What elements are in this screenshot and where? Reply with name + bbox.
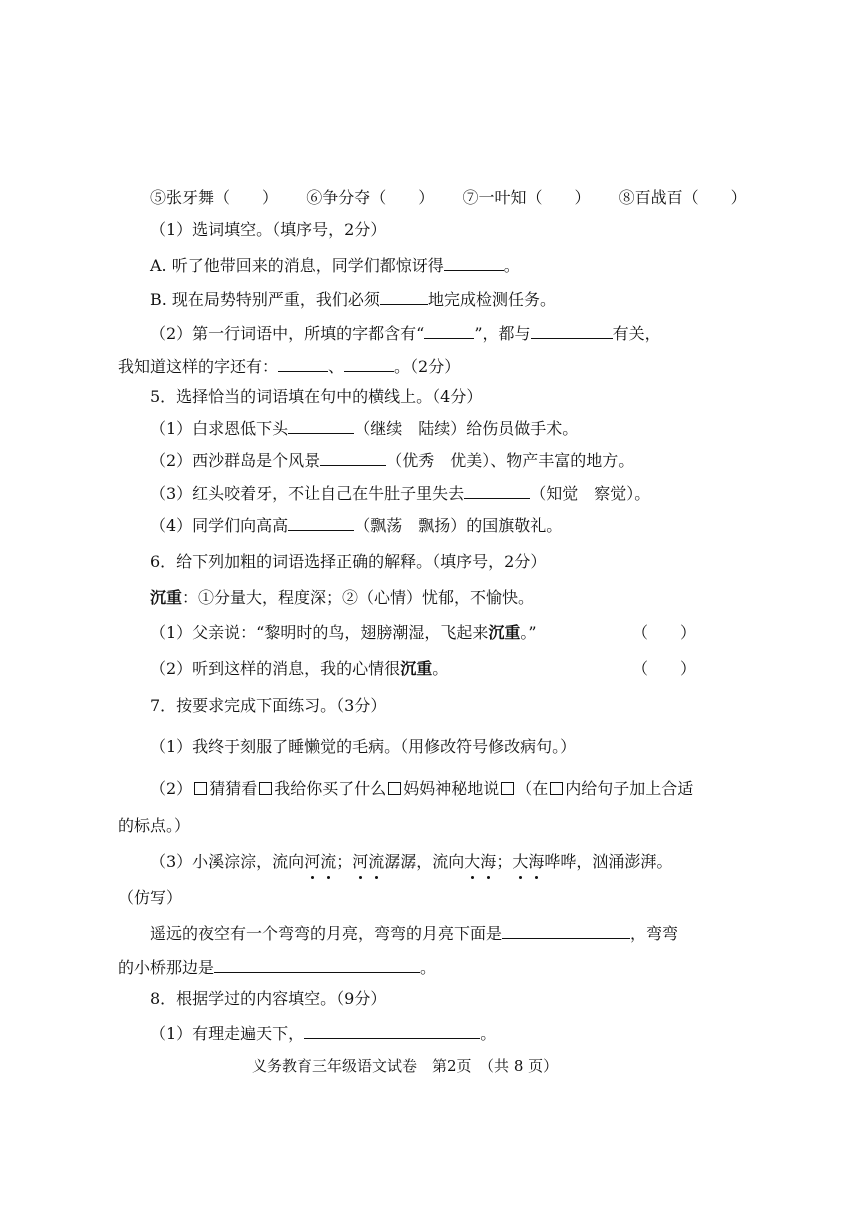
punct: 。 <box>420 958 437 977</box>
answer-blank[interactable] <box>531 322 613 339</box>
dotted-char: 大 <box>512 852 529 871</box>
dotted-char: 流 <box>320 852 337 871</box>
q7-text: 内给句子加上合适 <box>565 779 694 798</box>
q7-text: ，弯弯 <box>630 924 679 943</box>
dotted-char: 海 <box>480 852 497 871</box>
answer-blank[interactable] <box>344 355 394 372</box>
answer-paren-7[interactable]: （ ） <box>526 188 591 207</box>
page-footer: 义务教育三年级语文试卷 第2页 （共 8 页） <box>252 1057 559 1075</box>
punct: 、 <box>328 357 345 376</box>
q6-sentence-text: （2）听到这样的消息，我的心情很 <box>150 659 401 678</box>
q7-text: 妈妈神秘地说 <box>403 779 500 798</box>
idiom-8: ⑧百战百 <box>618 188 683 207</box>
q4-sub2-text: 有关， <box>612 324 661 343</box>
q7-sentence-3 <box>150 851 672 873</box>
answer-paren-6[interactable]: （ ） <box>370 188 435 207</box>
q5-item-text: （3）红头咬着牙，不让自己在牛肚子里失去 <box>150 484 465 503</box>
dotted-char: 流 <box>368 852 385 871</box>
dotted-char: 海 <box>528 852 545 871</box>
q7-sentence-3-line2: （仿写） <box>118 888 183 907</box>
q6-bold-word: 沉重 <box>488 623 521 642</box>
q4-sub2-text: 我知道这样的字还有： <box>118 357 279 376</box>
q7-text: 哗哗，汹涌澎湃。 <box>544 852 673 871</box>
q7-text: 潺潺，流向 <box>384 852 465 871</box>
answer-paren-5[interactable]: （ ） <box>214 188 279 207</box>
punct-box[interactable] <box>501 782 514 795</box>
q7-fill-line1 <box>150 922 678 945</box>
q8-title: 8．根据学过的内容填空。（9分） <box>150 989 387 1008</box>
q4-sub2-line1 <box>150 322 661 345</box>
answer-blank[interactable] <box>288 417 354 434</box>
answer-blank[interactable] <box>214 956 420 973</box>
q5-item-text: （飘荡 飘扬）的国旗敬礼。 <box>354 516 563 535</box>
q5-item-text: （2）西沙群岛是个风景 <box>150 451 321 470</box>
q6-sentence-1 <box>150 622 537 644</box>
punct-box[interactable] <box>388 782 401 795</box>
q5-item-text: （继续 陆续）给伤员做手术。 <box>354 419 579 438</box>
answer-blank[interactable] <box>288 514 354 531</box>
q8-sentence-1 <box>150 1022 496 1045</box>
q7-text: （在 <box>516 779 549 798</box>
q4-option-b-end: 地完成检测任务。 <box>427 290 556 309</box>
q6-sentence-2 <box>150 658 448 680</box>
answer-blank[interactable] <box>424 322 474 339</box>
q7-text: 猜猜看 <box>209 779 258 798</box>
q5-item-4 <box>150 514 562 537</box>
q7-text: （2） <box>150 779 193 798</box>
q6-answer-paren-1[interactable]: （ ） <box>632 623 697 642</box>
dotted-char: 河 <box>304 852 321 871</box>
q7-sentence-2 <box>150 778 693 800</box>
q4-sub1-title: （1）选词填空。（填序号，2分） <box>150 220 387 239</box>
q6-title: 6．给下列加粗的词语选择正确的解释。（填序号，2分） <box>150 552 547 571</box>
q6-sentence-text: 。” <box>520 623 537 642</box>
q5-item-3 <box>150 482 650 505</box>
answer-blank[interactable] <box>320 449 386 466</box>
punct: 。 <box>480 1024 497 1043</box>
q4-option-b-text: B. 现在局势特别严重，我们必须 <box>150 290 380 309</box>
q7-fill-line2 <box>118 956 436 979</box>
q4-sub2-text: ”，都与 <box>474 324 531 343</box>
idiom-7: ⑦一叶知 <box>462 188 527 207</box>
q6-bold-word: 沉重 <box>400 659 433 678</box>
q7-text: 我给你买了什么 <box>274 779 387 798</box>
q5-item-1 <box>150 417 578 440</box>
q4-sub2-line2 <box>118 355 460 378</box>
idiom-row <box>150 187 747 209</box>
q6-sentence-text: （1）父亲说：“黎明时的鸟，翅膀潮湿，飞起来 <box>150 623 489 642</box>
q8-text: （1）有理走遍天下， <box>150 1024 305 1043</box>
q7-text: ； <box>496 852 513 871</box>
q7-text: 的小桥那边是 <box>118 958 215 977</box>
answer-paren-8[interactable]: （ ） <box>682 188 747 207</box>
box-symbol <box>550 782 563 795</box>
q4-option-b <box>150 288 556 311</box>
answer-blank[interactable] <box>502 922 630 939</box>
q4-sub2-text: （2）第一行词语中，所填的字都含有“ <box>150 324 425 343</box>
q5-item-text: （知觉 察觉）。 <box>530 484 651 503</box>
dotted-char: 河 <box>352 852 369 871</box>
idiom-6: ⑥争分夺 <box>306 188 371 207</box>
answer-blank[interactable] <box>444 254 504 271</box>
q5-item-text: （优秀 优美）、物产丰富的地方。 <box>386 451 635 470</box>
punct-box[interactable] <box>259 782 272 795</box>
answer-blank[interactable] <box>278 355 328 372</box>
q7-text: （3）小溪淙淙，流向 <box>150 852 305 871</box>
q5-item-text: （4）同学们向高高 <box>150 516 289 535</box>
q6-definition <box>150 587 534 609</box>
answer-blank[interactable] <box>464 482 530 499</box>
q4-option-a-text: A. 听了他带回来的消息，同学们都惊讶得 <box>150 256 444 275</box>
q5-item-2 <box>150 449 634 472</box>
q7-text: 遥远的夜空有一个弯弯的月亮，弯弯的月亮下面是 <box>150 924 503 943</box>
answer-blank[interactable] <box>304 1022 480 1039</box>
dotted-char: 大 <box>464 852 481 871</box>
q7-text: ； <box>336 852 353 871</box>
q6-sentence-text: 。 <box>432 659 449 678</box>
q7-sentence-1: （1）我终于刻服了睡懒觉的毛病。（用修改符号修改病句。） <box>150 737 577 756</box>
q7-title: 7．按要求完成下面练习。（3分） <box>150 696 387 715</box>
q7-sentence-2-line2: 的标点。） <box>118 816 191 835</box>
answer-blank[interactable] <box>380 288 428 305</box>
q6-def-term: 沉重 <box>150 588 183 607</box>
punct: 。 <box>503 256 520 275</box>
q5-item-text: （1）白求恩低下头 <box>150 419 289 438</box>
q4-option-a <box>150 254 520 277</box>
q4-sub2-text: 。（2分） <box>394 357 461 376</box>
q5-title: 5．选择恰当的词语填在句中的横线上。（4分） <box>150 387 483 406</box>
q6-def-text: ：①分量大，程度深；②（心情）忧郁，不愉快。 <box>182 588 535 607</box>
idiom-5: ⑤张牙舞 <box>150 188 215 207</box>
q6-answer-paren-2[interactable]: （ ） <box>632 659 697 678</box>
punct-box[interactable] <box>194 782 207 795</box>
